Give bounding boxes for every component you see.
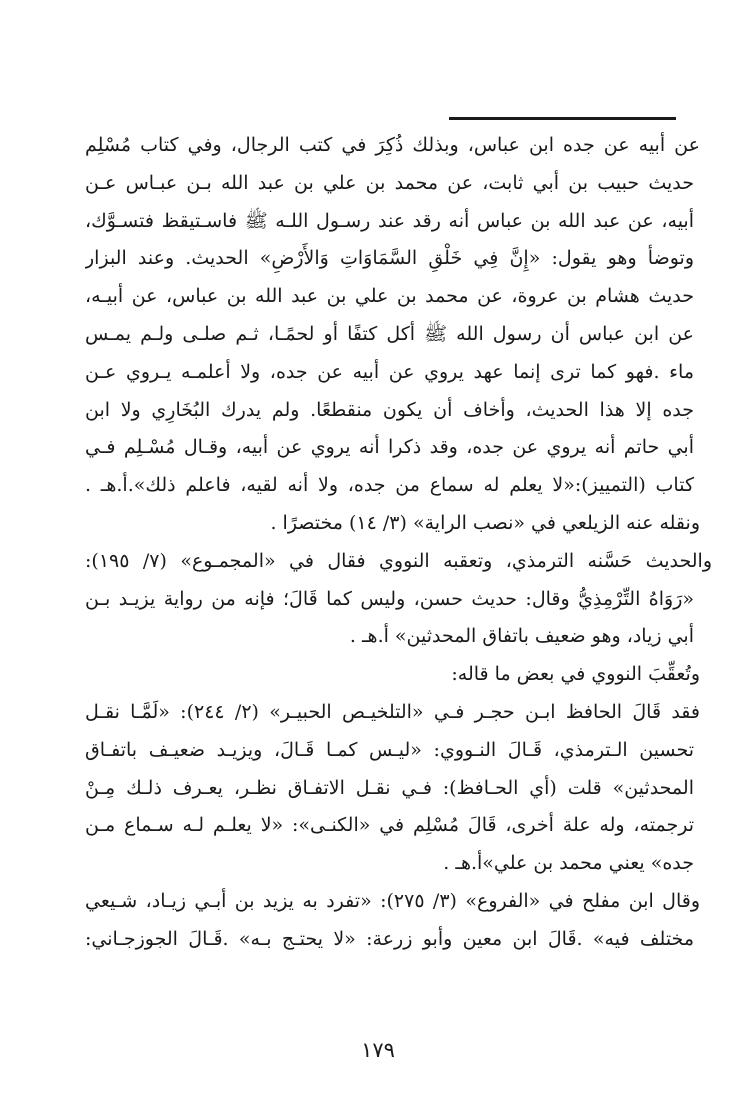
text-line: وتوضأ وهو يقول: «إِنَّ فِي خَلْقِ السَّمَاوَاتِ وَالأَرْضِ» الحديث. وعند البزار bbox=[85, 247, 694, 270]
text-line: والحديث حَسَّنه الترمذي، وتعقبه النووي فقال في «المجمـوع» (٧/ ١٩٥): bbox=[85, 549, 712, 572]
text-line: كتاب (التمييز):«لا يعلم له سماع من جده، ولا أنه لقيه، فاعلم ذلك».أ.هـ . bbox=[85, 474, 694, 497]
text-line: عن أبيه عن جده ابن عباس، وبذلك ذُكِرَ في كتب الرجال، وفي كتاب مُسْلِم bbox=[85, 134, 700, 156]
text-line: عن ابن عباس أن رسول الله ﷺ أكل كتفًا أو لحمًـا، ثـم صلـى ولـم يمـس bbox=[85, 322, 694, 345]
text-line: ترجمته، وله علة أخرى، قَالَ مُسْلِم في «الكنـى»: «لا يعلـم لـه سـماع مـن bbox=[85, 814, 694, 837]
text-line: حديث هشام بن عروة، عن محمد بن علي بن عبد الله بن عباس، عن أبيـه، bbox=[85, 285, 694, 308]
text-line: مختلف فيه» .قَالَ ابن معين وأبو زرعة: «لا يحتـج بـه» .قَـالَ الجوزجـاني: bbox=[85, 927, 694, 950]
text-line: جده» يعني محمد بن علي»أ.هـ . bbox=[443, 852, 694, 875]
text-line: جده إلا هذا الحديث، وأخاف أن يكون منقطعًا. ولم يدرك البُخَارِي ولا ابن bbox=[85, 398, 694, 421]
text-line: فقد قَالَ الحافظ ابـن حجـر فـي «التلخيـص الحبيـر» (٢/ ٢٤٤): «لَمَّـا نقـل bbox=[85, 700, 700, 723]
text-line: ونقله عنه الزيلعي في «نصب الراية» (٣/ ١٤) مختصرًا . bbox=[270, 511, 700, 534]
text-line: المحدثين» قلت (أي الحـافظ): فـي نقـل الاتفـاق نظـر، يعـرف ذلـك مِـنْ bbox=[85, 776, 694, 799]
text-line: أبيه، عن عبد الله بن عباس أنه رقد عند رسـول اللـه ﷺ فاسـتيقظ فتسـوَّك، bbox=[85, 209, 694, 232]
text-line: أبي زياد، وهو ضعيف باتفاق المحدثين» أ.هـ . bbox=[349, 625, 694, 648]
text-line: أبي حاتم أنه يروي عن جده، وقد ذكرا أنه يروي عن أبيه، وقـال مُسْـلِم فـي bbox=[85, 436, 694, 459]
text-line: ماء .فهو كما ترى إنما عهد يروي عن أبيه عن جده، ولا أعلمـه يـروي عـن bbox=[85, 360, 694, 383]
page-number: ١٧٩ bbox=[361, 1038, 395, 1062]
text-line: «رَوَاهُ التِّرْمِذِيُّ وقال: حديث حسن، وليس كما قَالَ؛ فإنه من رواية يزيـد بـن bbox=[85, 587, 694, 610]
body-text bbox=[85, 127, 712, 959]
text-line: حديث حبيب بن أبي ثابت، عن محمد بن علي بن عبد الله بـن عبـاس عـن bbox=[85, 171, 694, 194]
text-line: وقال ابن مفلح في «الفروع» (٣/ ٢٧٥): «تفرد به يزيد بن أبـي زيـاد، شـيعي bbox=[85, 889, 700, 912]
top-rule bbox=[449, 117, 676, 120]
text-line: تحسين الـترمذي، قَـالَ النـووي: «ليـس كمـا قَـالَ، ويزيـد ضعيـف باتفـاق bbox=[85, 738, 694, 761]
text-line: وتُعقِّبَ النووي في بعض ما قاله: bbox=[451, 663, 700, 686]
